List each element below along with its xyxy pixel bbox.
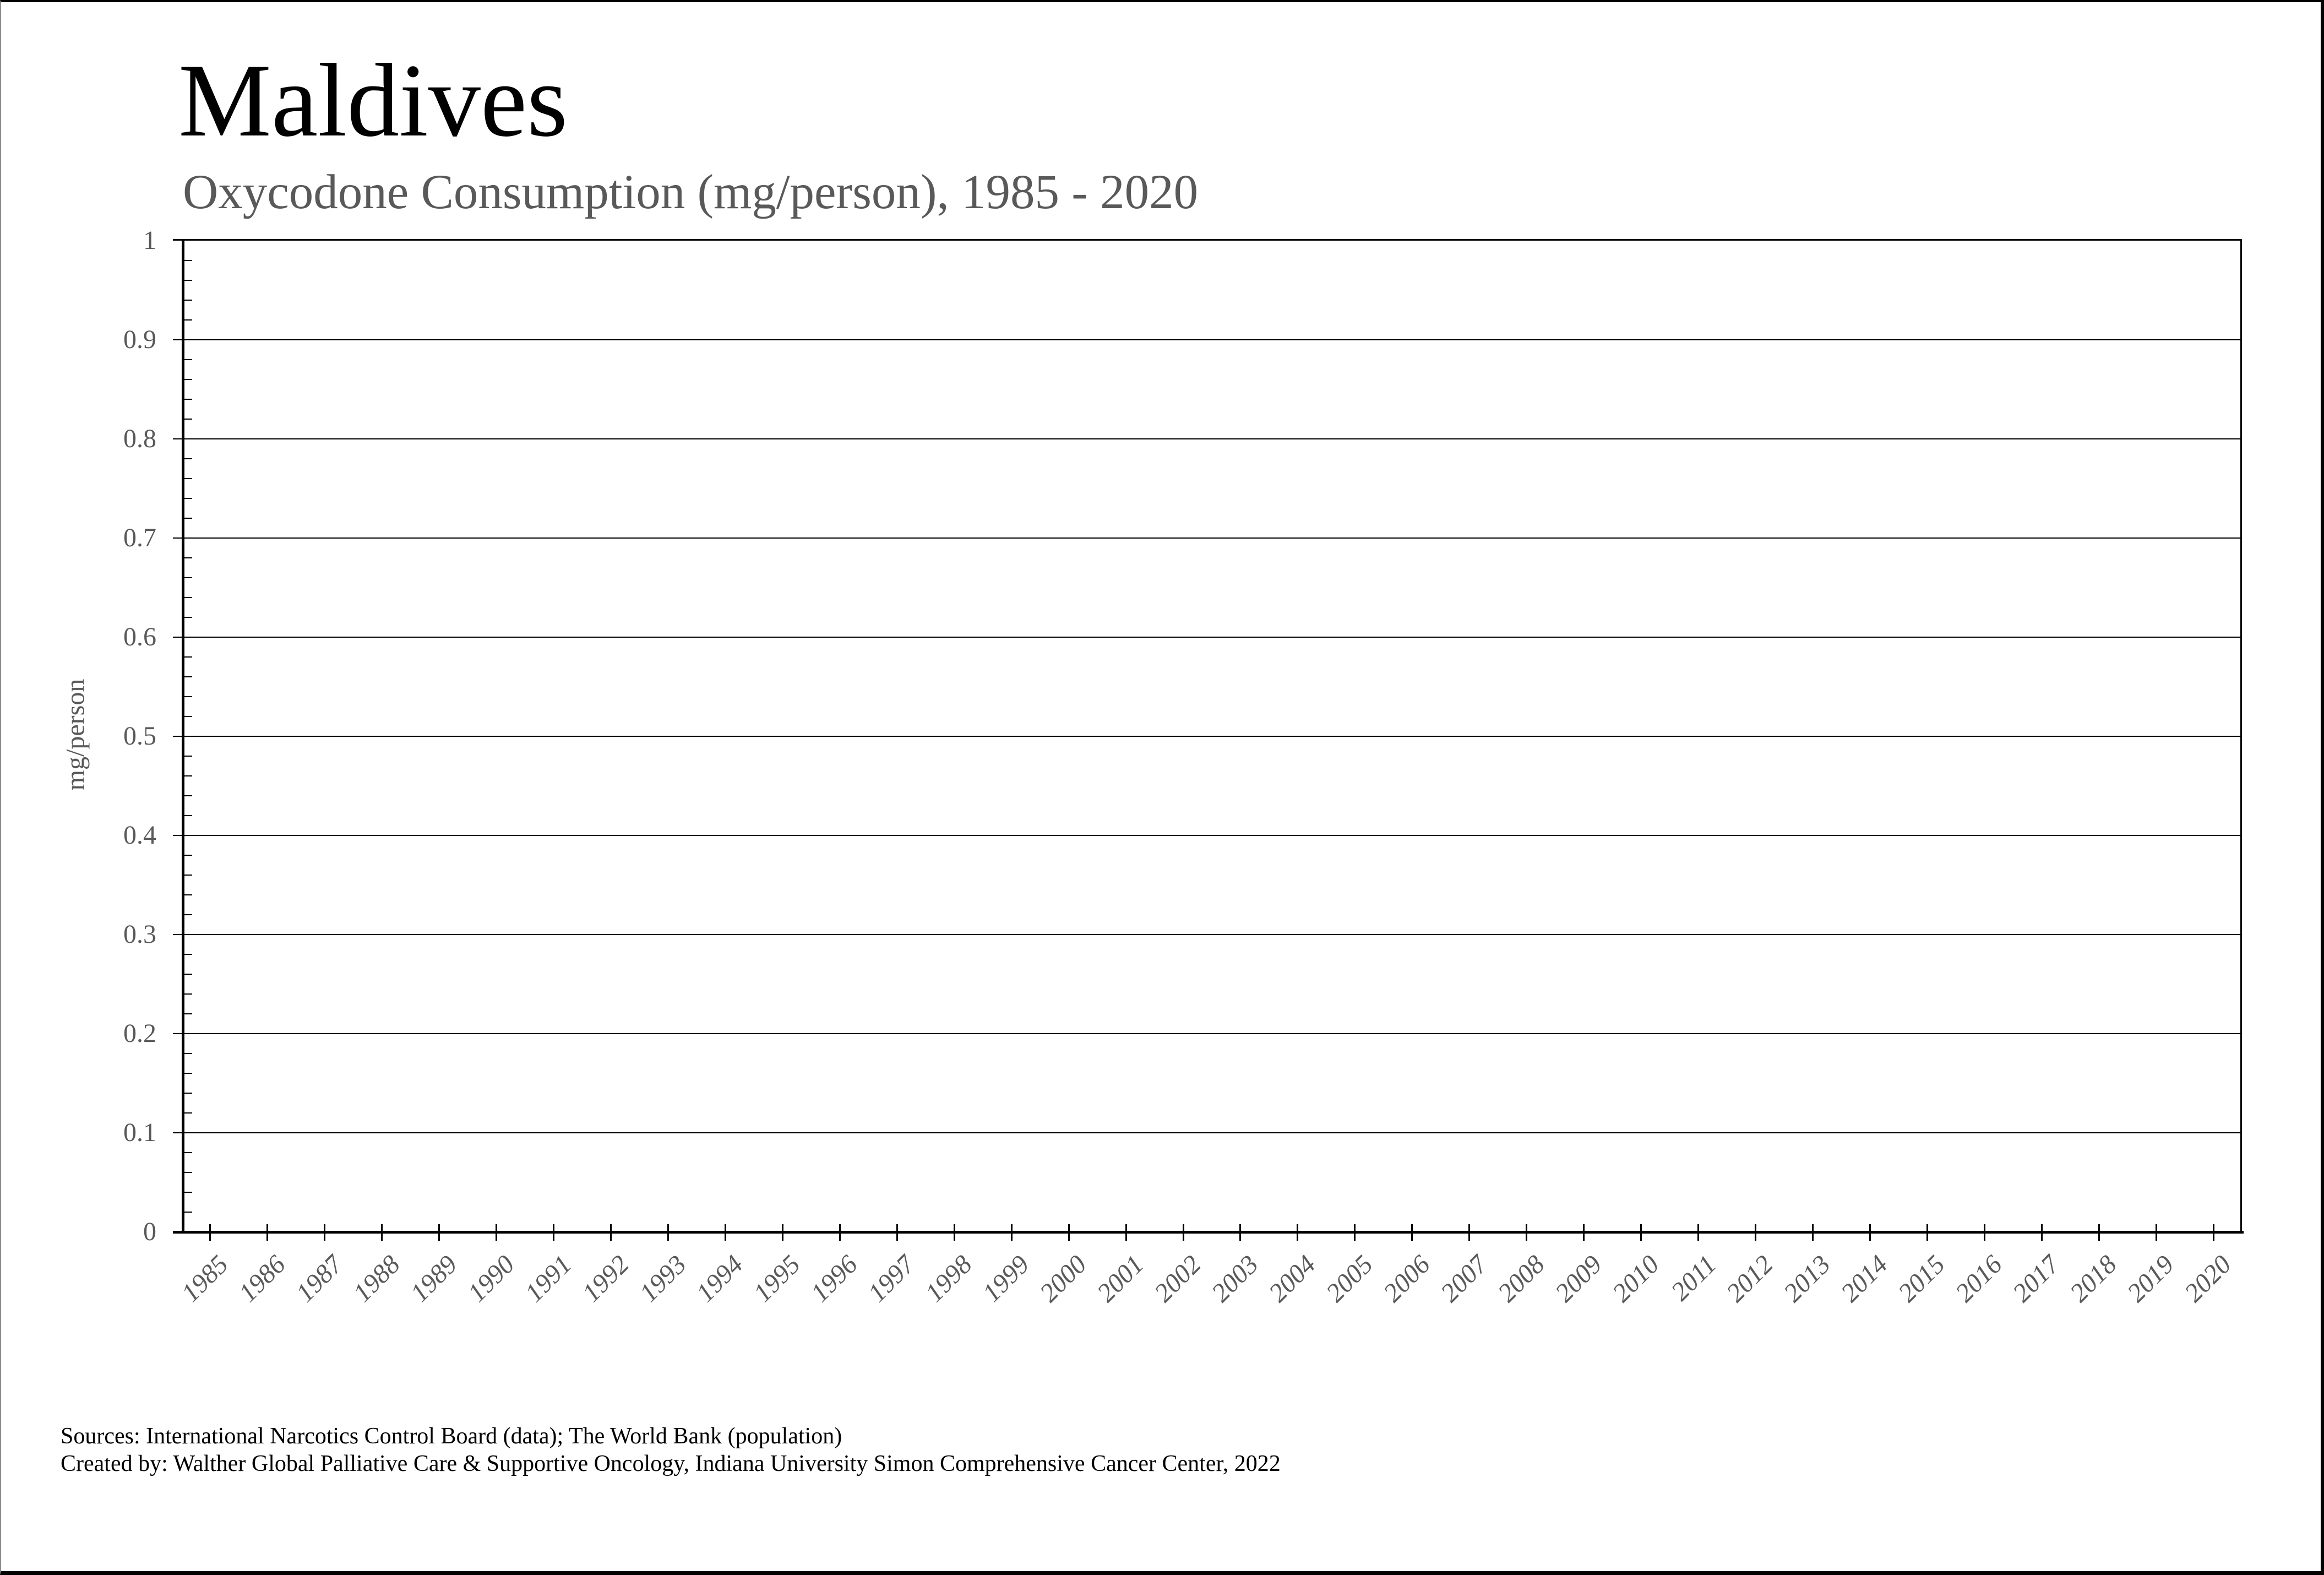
x-tick-label: 2016 bbox=[1950, 1250, 2009, 1308]
footer-created-by-line: Created by: Walther Global Palliative Care & Supportive Oncology, Indiana University Simon Comprehensive Cancer Center, 2022 bbox=[61, 1451, 1281, 1476]
y-minor-tick bbox=[184, 399, 192, 400]
y-major-gridline bbox=[173, 835, 2242, 836]
x-tick-label: 1988 bbox=[347, 1250, 406, 1308]
y-tick-label: 0.7 bbox=[123, 523, 156, 552]
x-tick-label: 2010 bbox=[1606, 1250, 1665, 1308]
y-tick-label: 0.8 bbox=[123, 424, 156, 453]
y-minor-tick bbox=[184, 954, 192, 955]
y-minor-tick bbox=[184, 577, 192, 578]
y-tick-label: 0.6 bbox=[123, 622, 156, 651]
x-tick-label: 2005 bbox=[1320, 1250, 1379, 1308]
y-major-gridline bbox=[173, 637, 2242, 638]
x-tick-label: 2014 bbox=[1835, 1250, 1894, 1308]
y-axis-title: mg/person bbox=[61, 678, 90, 791]
x-tick-label: 1998 bbox=[919, 1250, 978, 1308]
chart-subtitle: Oxycodone Consumption (mg/person), 1985 - 2020 bbox=[183, 165, 1199, 219]
y-minor-tick bbox=[184, 676, 192, 677]
x-tick-label: 1987 bbox=[290, 1250, 349, 1308]
y-tick-label: 0.4 bbox=[123, 821, 156, 850]
footer-sources-line: Sources: International Narcotics Control Board (data); The World Bank (population) bbox=[61, 1424, 842, 1449]
y-minor-tick bbox=[184, 875, 192, 876]
plot-top-border bbox=[173, 239, 2242, 241]
y-minor-tick bbox=[184, 815, 192, 816]
x-tick-label: 1989 bbox=[405, 1250, 463, 1308]
x-tick-label: 2006 bbox=[1378, 1250, 1436, 1308]
y-minor-tick bbox=[184, 756, 192, 757]
y-tick-label: 1 bbox=[143, 226, 156, 255]
y-minor-tick bbox=[184, 795, 192, 796]
y-tick-label: 0.3 bbox=[123, 920, 156, 949]
x-tick-label: 1996 bbox=[805, 1250, 864, 1308]
y-minor-tick bbox=[184, 775, 192, 776]
x-tick-label: 1991 bbox=[519, 1250, 578, 1308]
y-minor-tick bbox=[184, 1212, 192, 1213]
x-tick-label: 1985 bbox=[176, 1250, 234, 1308]
y-minor-tick bbox=[184, 1152, 192, 1153]
y-minor-tick bbox=[184, 280, 192, 281]
y-minor-tick bbox=[184, 716, 192, 717]
y-axis-line bbox=[182, 241, 184, 1234]
y-major-gridline bbox=[173, 438, 2242, 439]
x-tick-label: 2018 bbox=[2064, 1250, 2122, 1308]
x-tick-label: 2015 bbox=[1892, 1250, 1951, 1308]
y-minor-tick bbox=[184, 498, 192, 499]
x-tick-label: 1986 bbox=[233, 1250, 291, 1308]
y-minor-tick bbox=[184, 1093, 192, 1094]
x-tick-label: 2013 bbox=[1778, 1250, 1837, 1308]
y-minor-tick bbox=[184, 319, 192, 321]
y-tick-label: 0 bbox=[143, 1217, 156, 1246]
x-tick-label: 2019 bbox=[2121, 1250, 2180, 1308]
y-minor-tick bbox=[184, 993, 192, 995]
x-tick-label: 1999 bbox=[977, 1250, 1035, 1308]
y-minor-tick bbox=[184, 379, 192, 380]
x-tick-label: 2001 bbox=[1091, 1250, 1150, 1308]
y-tick-label: 0.5 bbox=[123, 721, 156, 751]
y-minor-tick bbox=[184, 974, 192, 975]
x-tick-label: 1995 bbox=[748, 1250, 807, 1308]
x-tick-label: 2011 bbox=[1665, 1250, 1722, 1307]
y-major-gridline bbox=[173, 1132, 2242, 1133]
y-minor-tick bbox=[184, 518, 192, 519]
x-tick-label: 2007 bbox=[1435, 1250, 1493, 1308]
y-minor-tick bbox=[184, 1192, 192, 1193]
y-minor-tick bbox=[184, 597, 192, 598]
y-tick-label: 0.2 bbox=[123, 1019, 156, 1048]
x-tick-label: 2012 bbox=[1721, 1250, 1779, 1308]
x-tick-label: 2003 bbox=[1206, 1250, 1264, 1308]
x-tick-label: 1993 bbox=[633, 1250, 692, 1308]
y-minor-tick bbox=[184, 617, 192, 618]
x-tick-label: 1997 bbox=[862, 1250, 921, 1308]
y-minor-tick bbox=[184, 300, 192, 301]
x-tick-label: 2009 bbox=[1549, 1250, 1608, 1308]
y-minor-tick bbox=[184, 894, 192, 895]
y-major-gridline bbox=[173, 537, 2242, 539]
y-minor-tick bbox=[184, 458, 192, 459]
footer bbox=[61, 1423, 1281, 1478]
plot-right-border bbox=[2240, 241, 2242, 1232]
y-minor-tick bbox=[184, 260, 192, 261]
y-tick-label: 0.9 bbox=[123, 325, 156, 354]
y-minor-tick bbox=[184, 478, 192, 479]
x-tick-label: 2008 bbox=[1492, 1250, 1550, 1308]
y-tick-label: 0.1 bbox=[123, 1118, 156, 1147]
y-minor-tick bbox=[184, 656, 192, 658]
y-minor-tick bbox=[184, 359, 192, 360]
x-tick-label: 1994 bbox=[690, 1250, 749, 1308]
x-tick-label: 2000 bbox=[1034, 1250, 1092, 1308]
y-minor-tick bbox=[184, 1172, 192, 1173]
y-minor-tick bbox=[184, 557, 192, 558]
y-minor-tick bbox=[184, 914, 192, 915]
x-axis-line bbox=[173, 1231, 2244, 1234]
y-minor-tick bbox=[184, 696, 192, 697]
x-tick-label: 1992 bbox=[576, 1250, 635, 1308]
x-tick-label: 2020 bbox=[2179, 1250, 2237, 1308]
y-minor-tick bbox=[184, 855, 192, 856]
y-major-gridline bbox=[173, 1033, 2242, 1034]
x-tick-label: 2004 bbox=[1263, 1250, 1321, 1308]
y-major-gridline bbox=[173, 339, 2242, 340]
x-tick-label: 1990 bbox=[462, 1250, 520, 1308]
y-major-gridline bbox=[173, 736, 2242, 737]
y-major-gridline bbox=[173, 934, 2242, 935]
x-tick-label: 2017 bbox=[2007, 1250, 2065, 1308]
y-minor-tick bbox=[184, 1053, 192, 1054]
y-minor-tick bbox=[184, 419, 192, 420]
y-minor-tick bbox=[184, 1112, 192, 1114]
y-minor-tick bbox=[184, 1073, 192, 1074]
y-minor-tick bbox=[184, 1013, 192, 1014]
chart-title: Maldives bbox=[178, 43, 568, 159]
x-tick-label: 2002 bbox=[1149, 1250, 1207, 1308]
